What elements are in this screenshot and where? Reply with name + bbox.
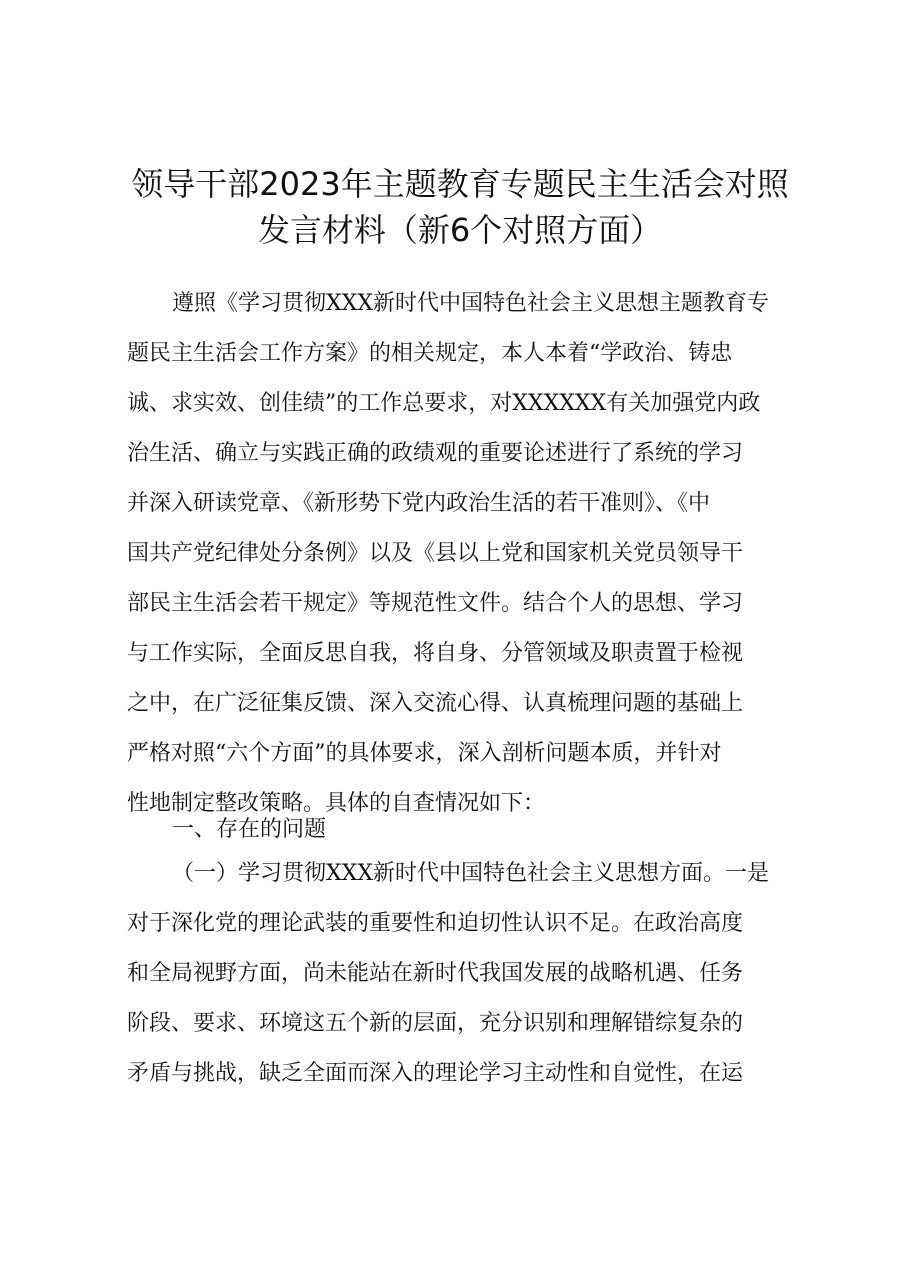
intro-line-9: 之中，在广泛征集反馈、深入交流心得、认真梳理问题的基础上	[127, 691, 744, 716]
section-line-3: 和全局视野方面，尚未能站在新时代我国发展的战略机遇、任务	[127, 961, 744, 986]
intro-line-7: 部民主生活会若干规定》等规范性文件。结合个人的思想、学习	[127, 591, 744, 616]
document-title-line-1: 领导干部2023年主题教育专题民主生活会对照	[131, 165, 789, 203]
intro-line-1: 遵照《学习贯彻XXX新时代中国特色社会主义思想主题教育专	[172, 291, 769, 316]
intro-line-2: 题民主生活会工作方案》的相关规定，本人本着“学政治、铸忠	[127, 341, 733, 366]
intro-line-5: 并深入研读党章、《新形势下党内政治生活的若干准则》、《中	[127, 491, 711, 516]
intro-line-11: 性地制定整改策略。具体的自查情况如下：	[127, 791, 546, 816]
section-line-1: （一）学习贯彻XXX新时代中国特色社会主义思想方面。一是	[172, 861, 769, 886]
document-title-line-2: 发言材料（新6个对照方面）	[257, 211, 663, 249]
intro-line-10: 严格对照“六个方面”的具体要求，深入剖析问题本质，并针对	[127, 741, 722, 766]
intro-line-3: 诚、求实效、创佳绩”的工作总要求，对XXXXXX有关加强党内政	[127, 391, 761, 416]
section-line-4: 阶段、要求、环境这五个新的层面，充分识别和理解错综复杂的	[127, 1011, 744, 1036]
intro-line-6: 国共产党纪律处分条例》以及《县以上党和国家机关党员领导干	[127, 541, 744, 566]
intro-line-4: 治生活、确立与实践正确的政绩观的重要论述进行了系统的学习	[127, 441, 744, 466]
intro-line-8: 与工作实际，全面反思自我，将自身、分管领域及职责置于检视	[127, 641, 744, 666]
section-line-5: 矛盾与挑战，缺乏全面而深入的理论学习主动性和自觉性，在运	[127, 1061, 744, 1086]
section-heading: 一、存在的问题	[172, 817, 327, 842]
section-line-2: 对于深化党的理论武装的重要性和迫切性认识不足。在政治高度	[127, 911, 744, 936]
